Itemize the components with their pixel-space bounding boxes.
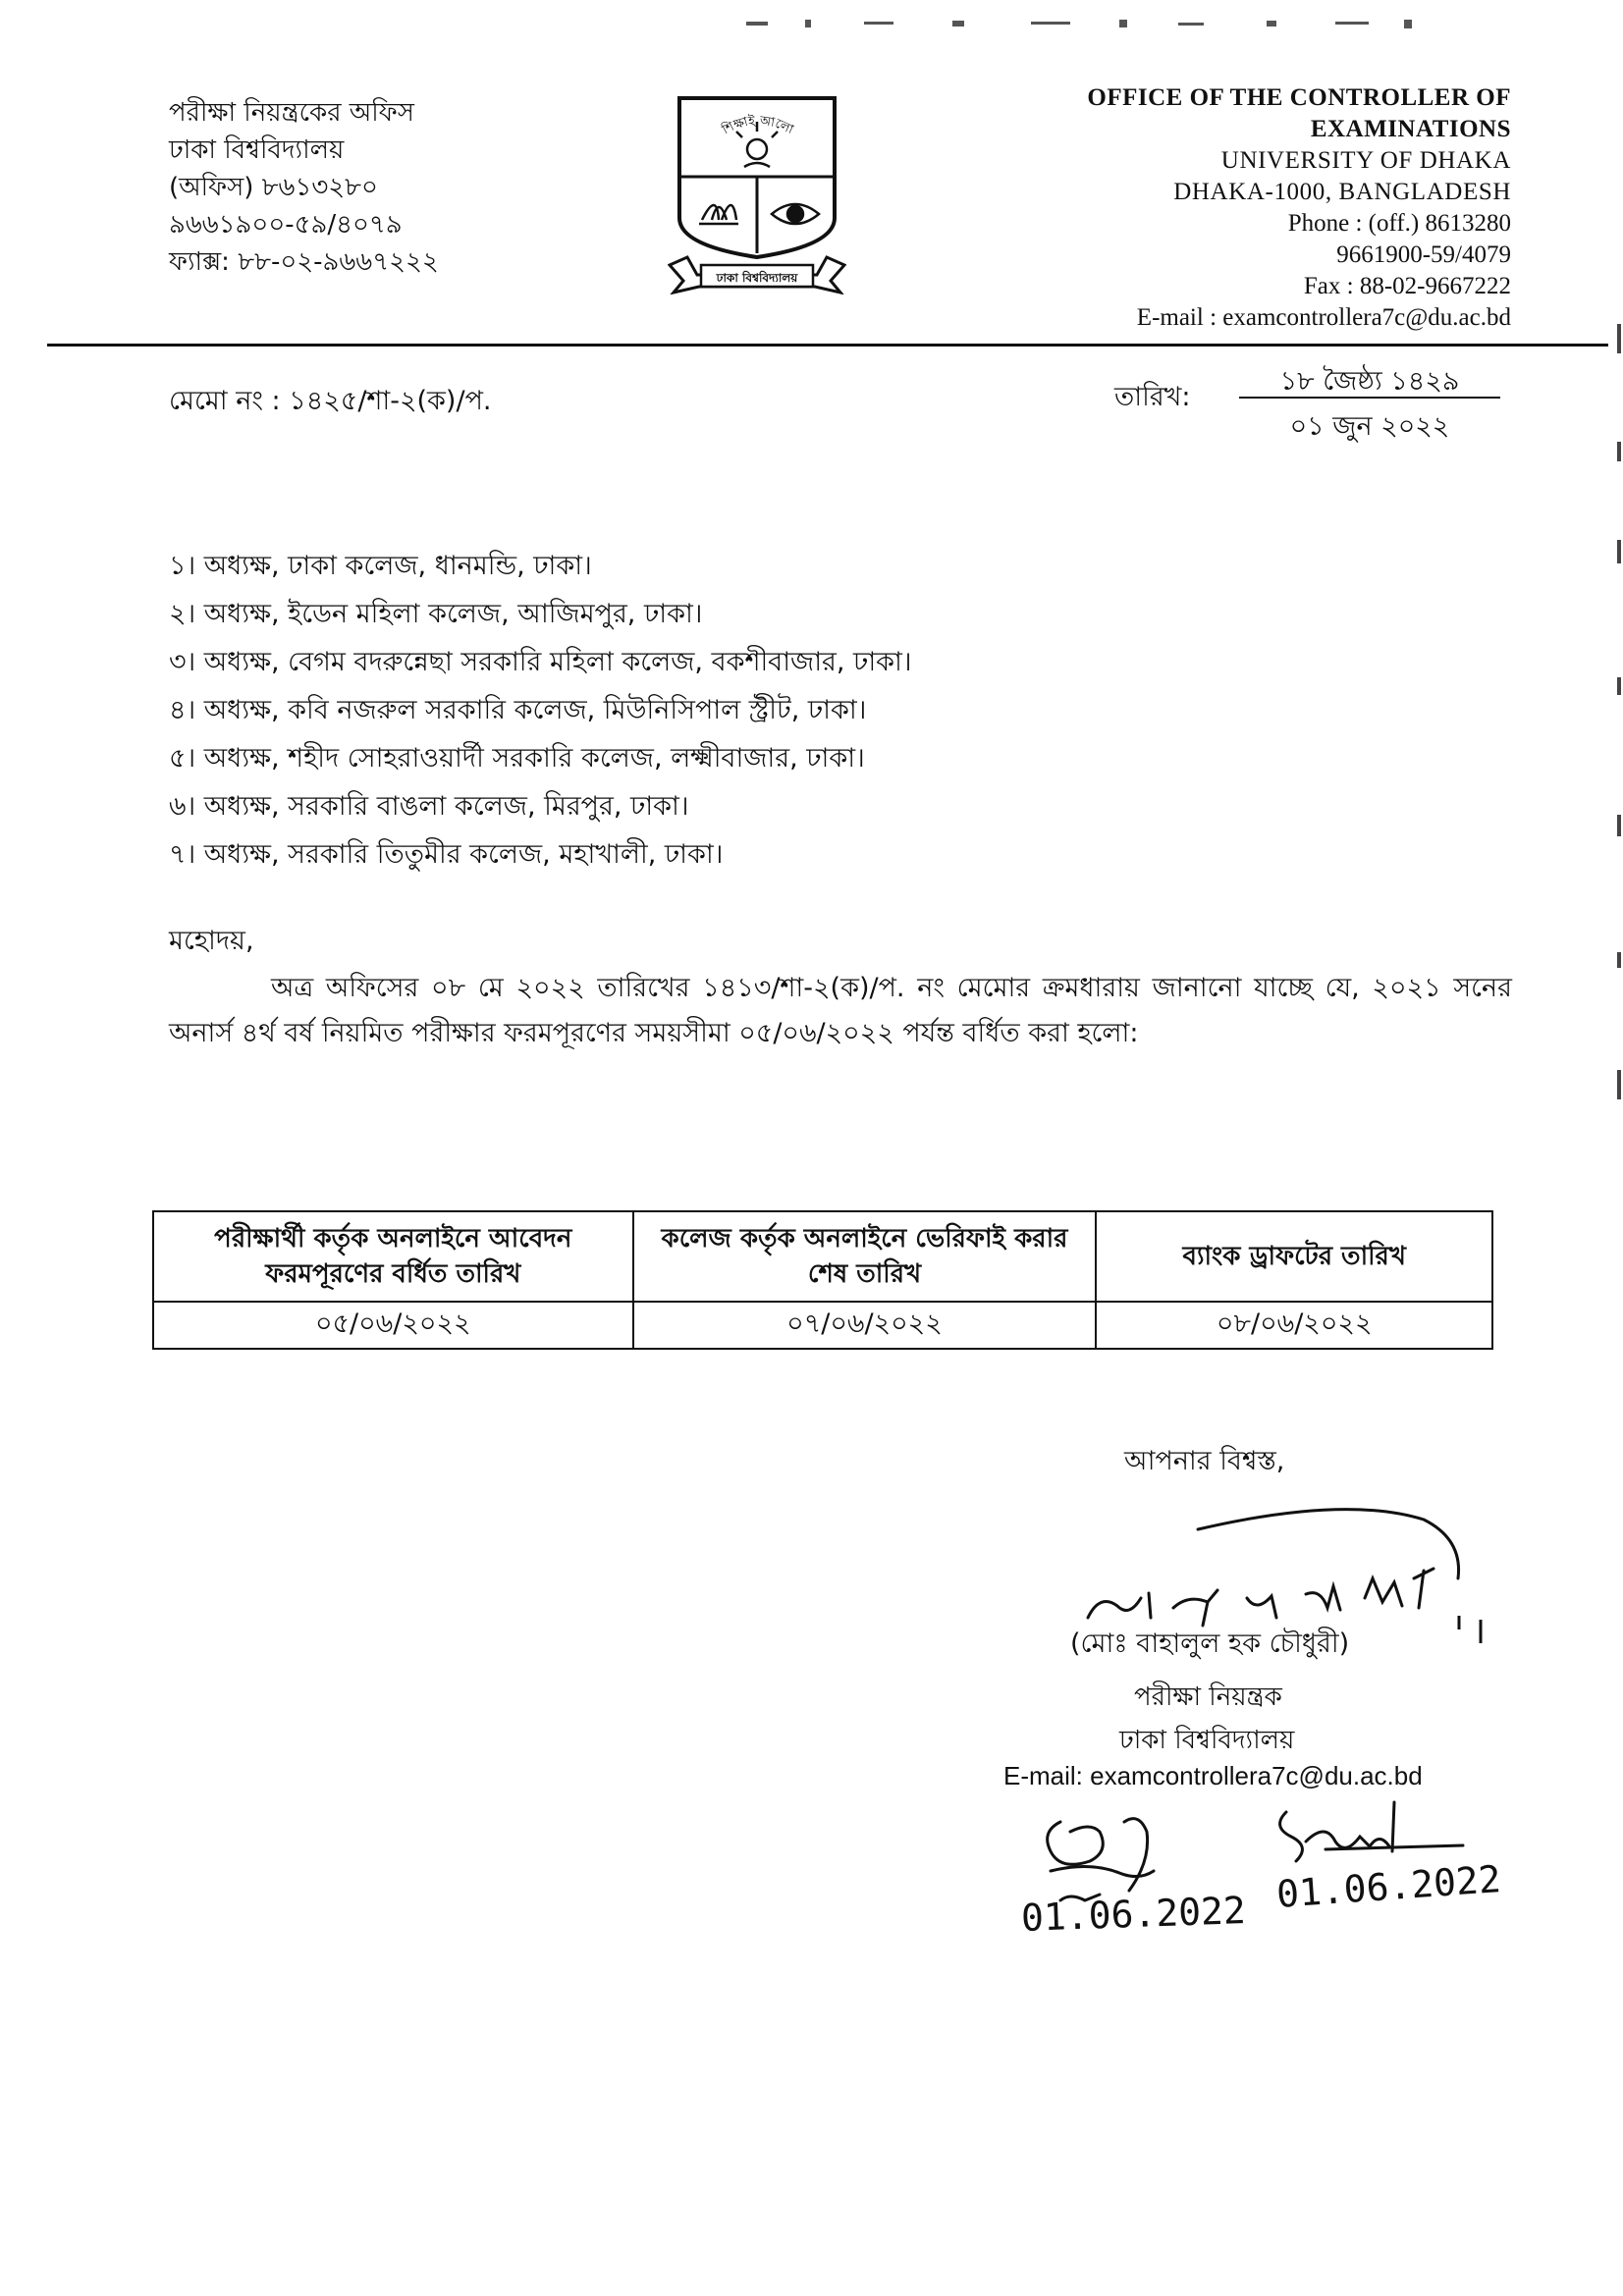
scan-marks [746, 18, 1434, 31]
recipient-item: ৬। অধ্যক্ষ, সরকারি বাঙলা কলেজ, মিরপুর, ঢাকা। [169, 791, 689, 822]
date-bengali-calendar: ১৮ জৈষ্ঠ্য ১৪২৯ [1279, 366, 1460, 397]
recipient-item: ৭। অধ্যক্ষ, সরকারি তিতুমীর কলেজ, মহাখালী, ঢাকা। [169, 839, 724, 870]
table-header-cell: ব্যাংক ড্রাফটের তারিখ [1096, 1211, 1492, 1302]
header-right [1087, 82, 1511, 334]
email: E-mail : examcontrollera7c@du.ac.bd [1136, 304, 1511, 331]
table-header-cell: পরীক্ষার্থী কর্তৃক অনলাইনে আবেদন ফরমপূরণের বর্ধিত তারিখ [153, 1211, 633, 1302]
header-left [169, 94, 439, 281]
university-name-bengali: ঢাকা বিশ্ববিদ্যালয় [169, 135, 345, 165]
recipient-list [169, 542, 912, 879]
office-name-line2: EXAMINATIONS [1310, 116, 1511, 142]
signatory-name: (মোঃ বাহালুল হক চৌধুরী) [1070, 1629, 1350, 1659]
handwritten-date-1: 01.06.2022 [1020, 1889, 1247, 1940]
scan-edge-marks [1615, 324, 1623, 1207]
logo-banner-text: ঢাকা বিশ্ববিদ্যালয় [716, 271, 798, 285]
date-divider [1239, 397, 1500, 399]
phone-alt: 9661900-59/4079 [1336, 241, 1511, 268]
table-cell: ০৫/০৬/২০২২ [153, 1302, 633, 1349]
recipient-item: ৫। অধ্যক্ষ, শহীদ সোহরাওয়ার্দী সরকারি কলেজ, লক্ষ্মীবাজার, ঢাকা। [169, 743, 865, 774]
logo-arc-text: শিক্ষাই আলো [720, 113, 796, 138]
fax-bengali: ফ্যাক্স: ৮৮-০২-৯৬৬৭২২২ [169, 247, 439, 277]
phone: Phone : (off.) 8613280 [1287, 210, 1511, 237]
phone-alt-bengali: ৯৬৬১৯০০-৫৯/৪০৭৯ [169, 210, 403, 240]
office-name-line1: OFFICE OF THE CONTROLLER OF [1087, 84, 1511, 111]
date-label: তারিখ: [1114, 382, 1191, 412]
salutation: মহোদয়, [169, 926, 254, 956]
office-name-bengali: পরীক্ষা নিয়ন্ত্রকের অফিস [169, 98, 414, 128]
signatory-university: ঢাকা বিশ্ববিদ্যালয় [1119, 1726, 1295, 1755]
date-gregorian: ০১ জুন ২০২২ [1289, 411, 1450, 442]
table-cell: ০৮/০৬/২০২২ [1096, 1302, 1492, 1349]
memo-number: মেমো নং : ১৪২৫/শা-২(ক)/প. [169, 386, 492, 416]
university-name: UNIVERSITY OF DHAKA [1220, 147, 1511, 174]
ink-marks [1451, 1610, 1490, 1649]
table-cell: ০৭/০৬/২০২২ [633, 1302, 1097, 1349]
table-header-cell: কলেজ কর্তৃক অনলাইনে ভেরিফাই করার শেষ তারিখ [633, 1211, 1097, 1302]
letter-body: অত্র অফিসের ০৮ মে ২০২২ তারিখের ১৪১৩/শা-২(ক)/প. নং মেমোর ক্রমধারায় জানানো যাচ্ছে যে, ২০২১ সনের অনার্স ৪র্থ বর্ষ নিয়মিত পরীক্ষার ফরমপূরণের সময়সীমা ০৫/০৬/২০২২ পর্যন্ত বর্ধিত করা হলো: [169, 973, 1512, 1048]
signatory-designation: পরীক্ষা নিয়ন্ত্রক [1134, 1682, 1282, 1712]
recipient-item: ১। অধ্যক্ষ, ঢাকা কলেজ, ধানমন্ডি, ঢাকা। [169, 551, 592, 581]
table-header-row [153, 1211, 1492, 1302]
recipient-item: ৪। অধ্যক্ষ, কবি নজরুল সরকারি কলেজ, মিউনিসিপাল স্ট্রীট, ঢাকা। [169, 695, 867, 725]
handwritten-date-2: 01.06.2022 [1274, 1857, 1503, 1916]
recipient-item: ২। অধ্যক্ষ, ইডেন মহিলা কলেজ, আজিমপুর, ঢাকা। [169, 599, 703, 629]
recipient-item: ৩। অধ্যক্ষ, বেগম বদরুন্নেছা সরকারি মহিলা কলেজ, বকশীবাজার, ঢাকা। [169, 647, 912, 677]
table-row [153, 1302, 1492, 1349]
address: DHAKA-1000, BANGLADESH [1173, 179, 1511, 205]
dates-table [152, 1210, 1493, 1350]
header-divider [47, 344, 1608, 347]
university-logo [668, 92, 846, 294]
phone-office-bengali: (অফিস) ৮৬১৩২৮০ [169, 173, 378, 202]
fax: Fax : 88-02-9667222 [1303, 273, 1511, 299]
signatory-email: E-mail: examcontrollera7c@du.ac.bd [1003, 1761, 1423, 1790]
closing-phrase: আপনার বিশ্বস্ত, [1124, 1446, 1285, 1476]
